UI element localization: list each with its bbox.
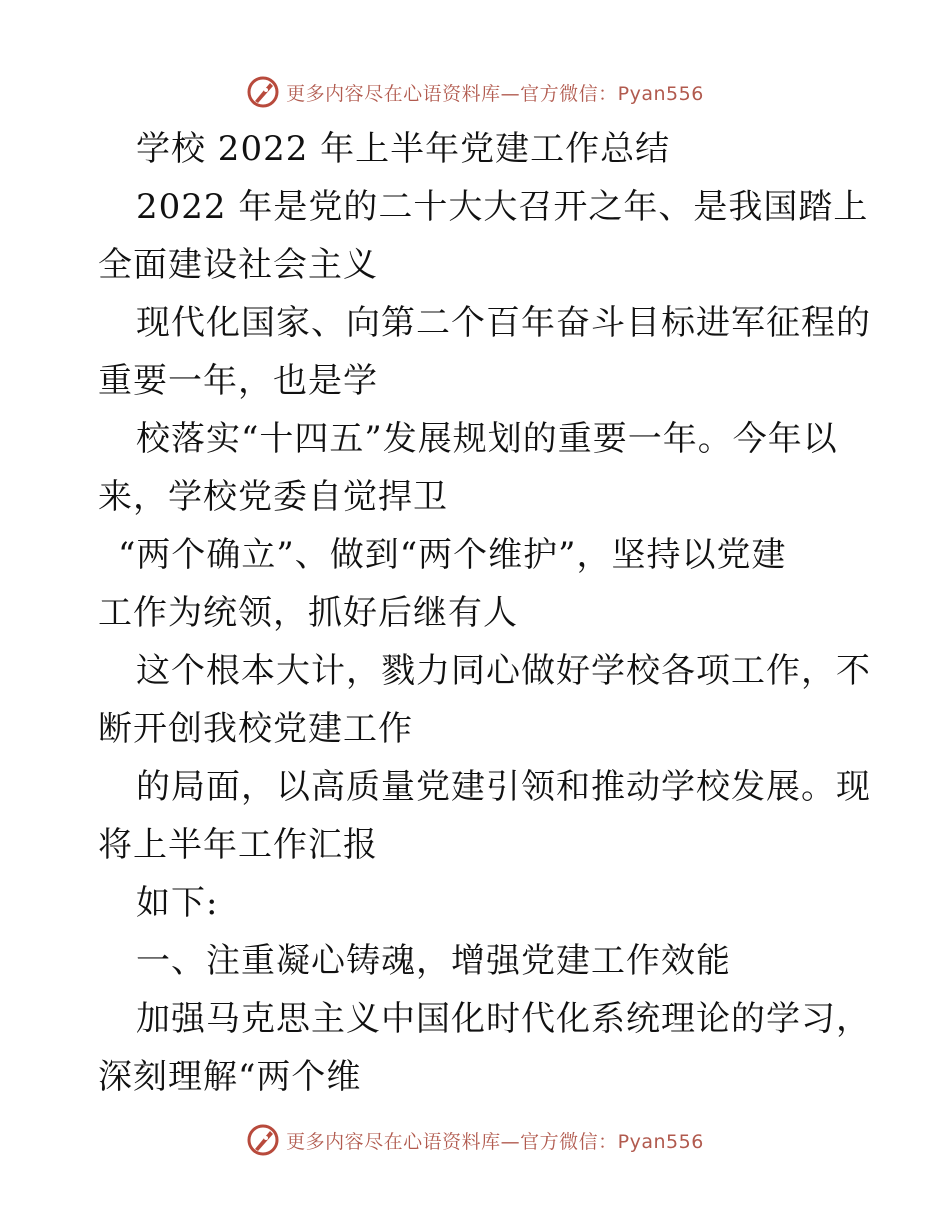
pen-nib-logo-icon (246, 1123, 280, 1157)
paragraph-line: 2022 年是党的二十大大召开之年、是我国踏上 (136, 187, 869, 227)
paragraph-line: 深刻理解“两个维 (98, 1057, 362, 1097)
watermark-footer (0, 1120, 950, 1160)
paragraph-line: 重要一年，也是学 (98, 361, 378, 401)
paragraph-line: 断开创我校党建工作 (98, 709, 413, 749)
watermark-group (246, 1123, 704, 1157)
paragraph-line: 的局面，以高质量党建引领和推动学校发展。现 (136, 767, 871, 807)
paragraph-line: 现代化国家、向第二个百年奋斗目标进军征程的 (136, 303, 871, 343)
paragraph-line: 来，学校党委自觉捍卫 (98, 477, 448, 517)
paragraph-line: 工作为统领，抓好后继有人 (98, 593, 518, 633)
watermark-text: 更多内容尽在心语资料库—官方微信：Pyan556 (286, 82, 704, 105)
pen-nib-logo-icon (246, 75, 280, 109)
paragraph-line: “两个确立”、做到“两个维护”，坚持以党建 (118, 535, 787, 575)
watermark-text: 更多内容尽在心语资料库—官方微信：Pyan556 (286, 1130, 704, 1153)
document-body (98, 120, 871, 1106)
section-heading: 一、注重凝心铸魂，增强党建工作效能 (136, 941, 731, 981)
paragraph-line: 校落实“十四五”发展规划的重要一年。今年以 (136, 419, 838, 459)
paragraph-line: 将上半年工作汇报 (98, 825, 378, 865)
paragraph-line: 这个根本大计，戮力同心做好学校各项工作，不 (136, 651, 871, 691)
paragraph-line: 如下: (136, 883, 219, 923)
paragraph-line: 全面建设社会主义 (98, 245, 378, 285)
paragraph-line: 加强马克思主义中国化时代化系统理论的学习， (136, 999, 871, 1039)
watermark-group (246, 75, 704, 109)
document-title: 学校 2022 年上半年党建工作总结 (136, 129, 671, 169)
watermark-header (0, 72, 950, 112)
